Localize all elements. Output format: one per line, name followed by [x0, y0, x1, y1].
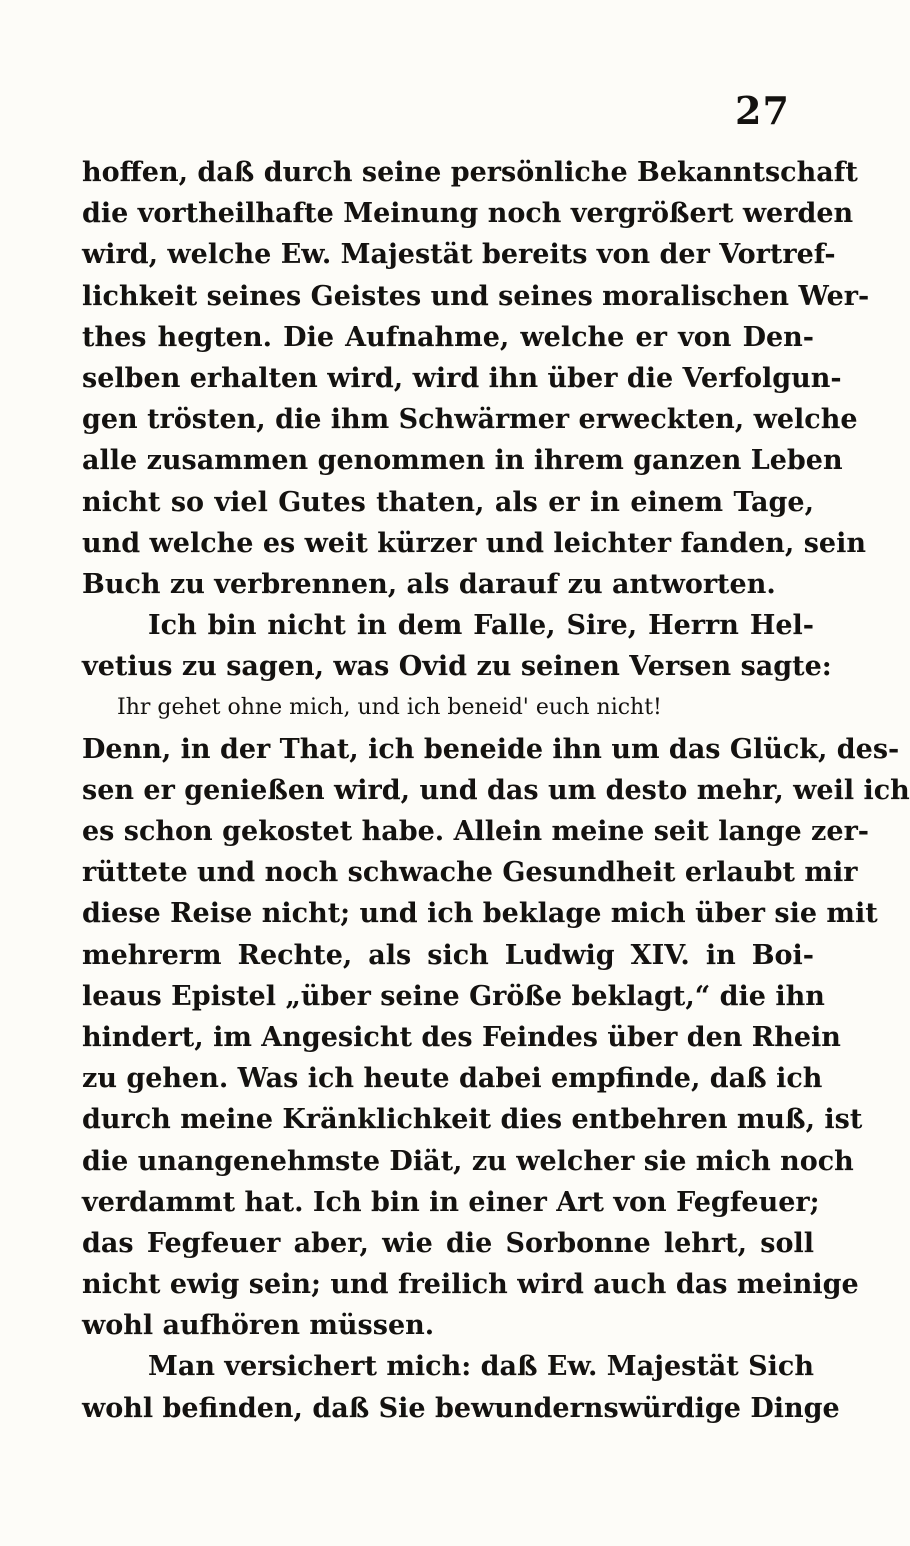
text-line: wohl aufhören müssen. — [82, 1310, 435, 1342]
text-line: diese Reise nicht; und ich beklage mich über sie mit — [82, 898, 878, 930]
verse-line: Ihr gehet ohne mich, und ich beneid' euch nicht! — [117, 695, 662, 721]
text-line: es schon gekostet habe. Allein meine seit lange zer- — [82, 816, 869, 847]
text-line: wohl befinden, daß Sie bewundernswürdige Dinge — [82, 1392, 840, 1424]
text-line: zu gehen. Was ich heute dabei empfinde, daß ich — [82, 1063, 823, 1095]
text-line: wird, welche Ew. Majestät bereits von der Vortref- — [82, 239, 836, 271]
text-line: leaus Epistel „über seine Größe beklagt,“ die ihn — [82, 980, 825, 1012]
text-line: durch meine Kränklichkeit dies entbehren muß, ist — [82, 1104, 863, 1136]
text-line: selben erhalten wird, wird ihn über die Verfolgun- — [82, 362, 842, 394]
text-line: rüttete und noch schwache Gesundheit erlaubt mir — [82, 857, 858, 889]
text-line: hindert, im Angesicht des Feindes über den Rhein — [82, 1021, 841, 1053]
text-line: Buch zu verbrennen, als darauf zu antworten. — [82, 568, 776, 600]
text-line: mehrerm Rechte, als sich Ludwig XIV. in Boi- — [82, 939, 814, 971]
text-line: thes hegten. Die Aufnahme, welche er von Den- — [82, 321, 814, 353]
text-line: nicht ewig sein; und freilich wird auch das meinige — [82, 1269, 859, 1301]
text-line: Denn, in der That, ich beneide ihn um das Glück, des- — [82, 733, 900, 765]
text-line: vetius zu sagen, was Ovid zu seinen Versen sagte: — [82, 651, 832, 683]
text-line: Man versichert mich: daß Ew. Majestät Sich — [148, 1351, 814, 1383]
body-text — [82, 152, 910, 1429]
text-line: die vortheilhafte Meinung noch vergrößert werden — [82, 198, 854, 230]
text-line: nicht so viel Gutes thaten, als er in einem Tage, — [82, 486, 814, 518]
text-line: hoffen, daß durch seine persönliche Bekanntschaft — [82, 157, 858, 188]
text-line: sen er genießen wird, und das um desto mehr, weil ich — [82, 774, 910, 806]
text-line: lichkeit seines Geistes und seines moralischen Wer- — [82, 280, 870, 312]
text-line: und welche es weit kürzer und leichter fanden, sein — [82, 527, 866, 559]
text-line: das Fegfeuer aber, wie die Sorbonne lehrt, soll — [82, 1227, 814, 1259]
text-line: Ich bin nicht in dem Falle, Sire, Herrn Hel- — [148, 610, 814, 642]
text-line: gen trösten, die ihm Schwärmer erweckten, welche — [82, 404, 858, 436]
text-line: verdammt hat. Ich bin in einer Art von Fegfeuer; — [82, 1186, 820, 1218]
page-number: 27 — [735, 88, 790, 133]
text-line: die unangenehmste Diät, zu welcher sie mich noch — [82, 1145, 854, 1177]
text-line: alle zusammen genommen in ihrem ganzen Leben — [82, 445, 843, 477]
